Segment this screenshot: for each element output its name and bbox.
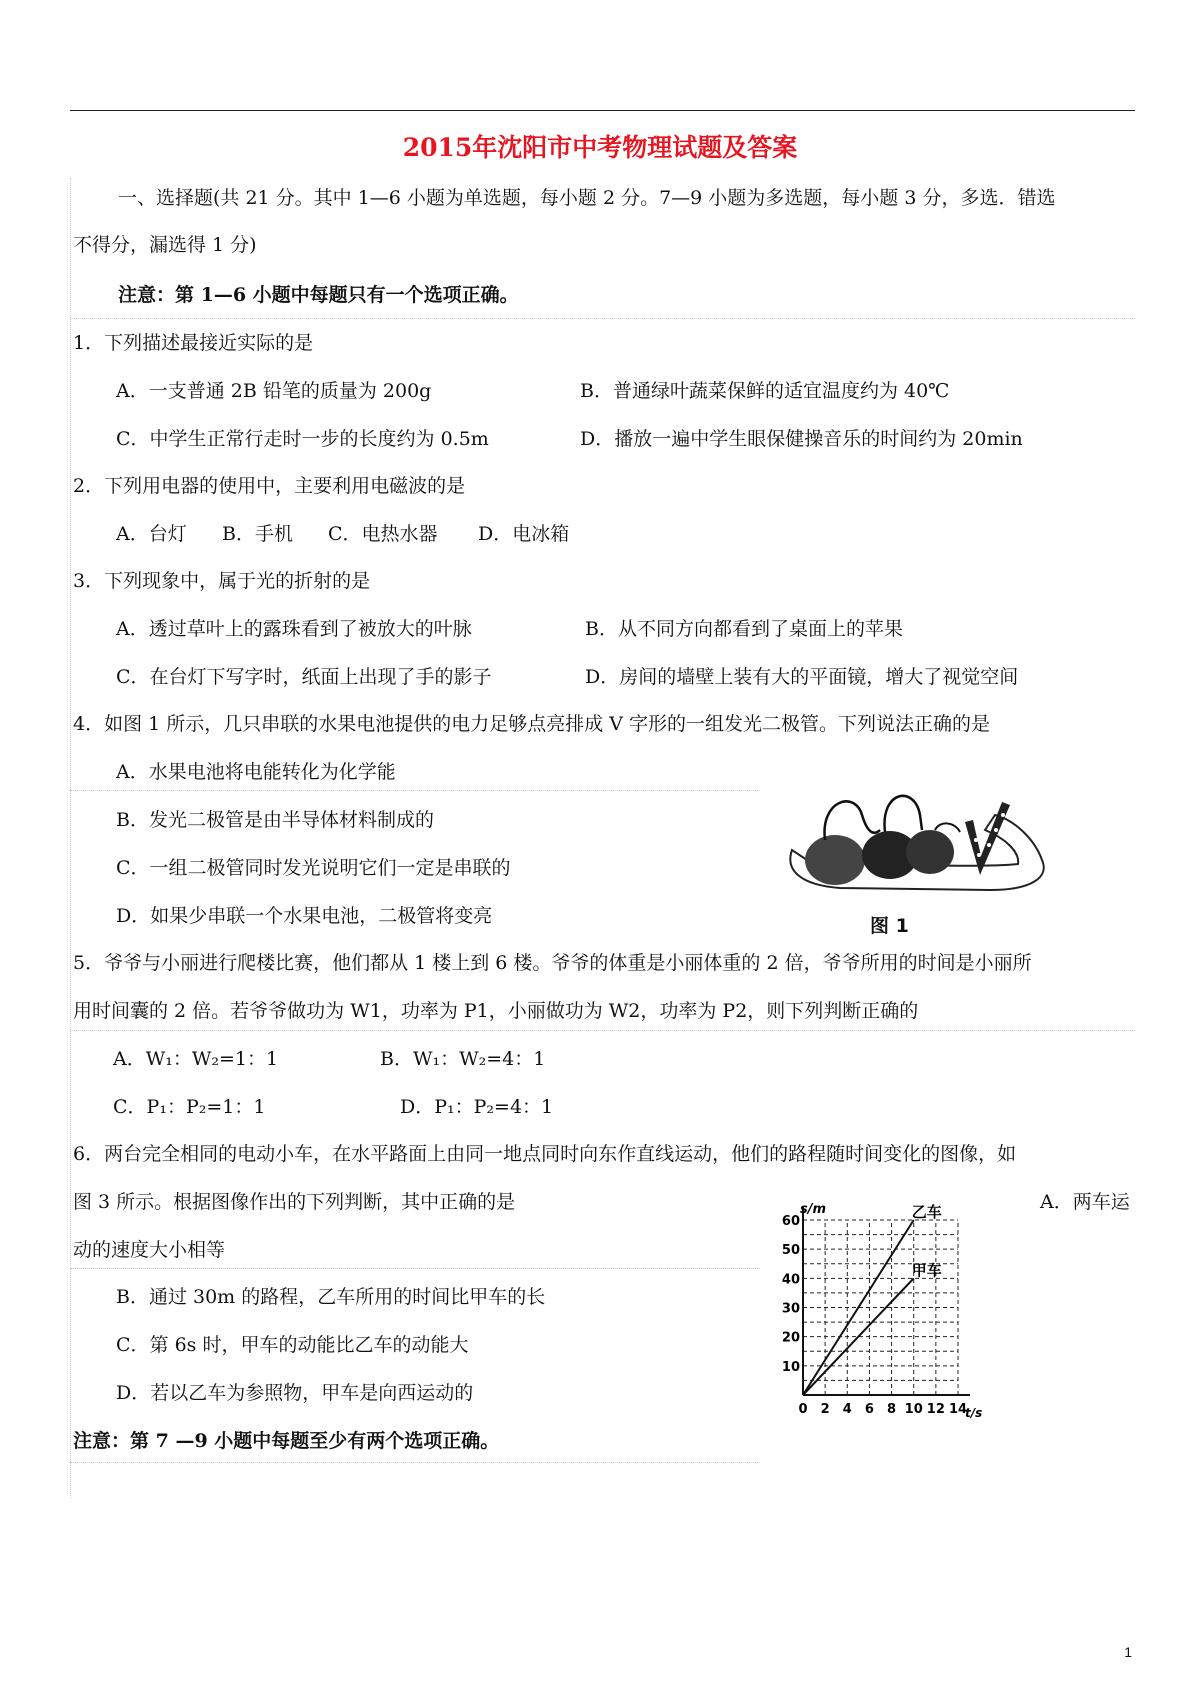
chart-grid xyxy=(803,1220,958,1395)
q2-option-a: A．台灯 xyxy=(116,523,187,545)
q6-option-c: C．第 6s 时，甲车的动能比乙车的动能大 xyxy=(116,1334,469,1356)
q1-option-c: C．中学生正常行走时一步的长度约为 0.5m xyxy=(116,428,489,450)
series-label-2: 甲车 xyxy=(911,1261,942,1280)
fruit-3 xyxy=(906,830,954,874)
y-tick-label: 10 xyxy=(781,1359,800,1375)
x-tick-label: 2 xyxy=(820,1402,830,1417)
q4-option-a: A．水果电池将电能转化为化学能 xyxy=(116,761,396,783)
q5-stem: 5．爷爷与小丽进行爬楼比赛，他们都从 1 楼上到 6 楼。爷爷的体重是小丽体重的 2 倍，爷爷所用的时间是小丽所 xyxy=(73,952,1032,974)
q4-stem: 4．如图 1 所示，几只串联的水果电池提供的电力足够点亮排成 V 字形的一组发光二极管。下列说法正确的是 xyxy=(73,713,991,735)
q1-option-d: D．播放一遍中学生眼保健操音乐的时间约为 20min xyxy=(580,428,1023,450)
q4-option-d: D．如果少串联一个水果电池，二极管将变亮 xyxy=(116,905,493,927)
q3-option-a: A．透过草叶上的露珠看到了被放大的叶脉 xyxy=(116,618,472,640)
row-divider xyxy=(70,1462,760,1463)
x-tick-label: 4 xyxy=(842,1402,852,1417)
x-axis-label: t/s xyxy=(965,1406,983,1420)
row-divider xyxy=(70,790,760,791)
x-tick-label: 12 xyxy=(926,1402,945,1417)
x-tick-label: 8 xyxy=(887,1402,897,1417)
q6-option-b: B．通过 30m 的路程，乙车所用的时间比甲车的长 xyxy=(116,1286,546,1308)
y-tick-label: 20 xyxy=(781,1330,800,1346)
note-single-choice: 注意：第 1—6 小题中每题只有一个选项正确。 xyxy=(118,284,519,306)
q1-stem: 1．下列描述最接近实际的是 xyxy=(73,332,314,354)
x-tick-label: 0 xyxy=(798,1402,808,1417)
q5-option-b: B．W₁：W₂=4：1 xyxy=(380,1048,546,1070)
q3-stem: 3．下列现象中，属于光的折射的是 xyxy=(73,570,371,592)
fruit-battery-figure xyxy=(780,760,1055,935)
y-tick-label: 40 xyxy=(781,1272,800,1288)
margin-guide xyxy=(70,178,71,1498)
q6-option-a-cont: 动的速度大小相等 xyxy=(73,1239,226,1261)
wire-3 xyxy=(935,823,960,832)
y-tick-label: 60 xyxy=(781,1214,800,1229)
x-tick-label: 14 xyxy=(948,1402,968,1417)
q2-option-d: D．电冰箱 xyxy=(478,523,570,545)
x-tick-label: 6 xyxy=(864,1402,874,1417)
y-tick-label: 50 xyxy=(781,1243,800,1259)
row-divider xyxy=(70,318,1135,319)
q3-option-c: C．在台灯下写字时，纸面上出现了手的影子 xyxy=(116,666,492,688)
q1-option-b: B．普通绿叶蔬菜保鲜的适宜温度约为 40℃ xyxy=(580,380,950,402)
section-heading: 一、选择题(共 21 分。其中 1—6 小题为单选题，每小题 2 分。7—9 小题为多选题，每小题 3 分，多选．错选 xyxy=(118,187,1056,209)
q2-option-c: C．电热水器 xyxy=(328,523,438,545)
q6-option-a: A．两车运 xyxy=(1040,1191,1130,1213)
q2-option-b: B．手机 xyxy=(222,523,293,545)
distance-time-chart xyxy=(770,1195,985,1425)
wire-2 xyxy=(885,796,922,832)
series-label-1: 乙车 xyxy=(911,1203,942,1221)
fruit-1 xyxy=(805,835,865,885)
y-axis-label: s/m xyxy=(800,1202,827,1217)
q6-stem: 6．两台完全相同的电动小车，在水平路面上由同一地点同时向东作直线运动，他们的路程随时间变化的图像，如 xyxy=(73,1143,1017,1165)
note-multi-choice: 注意：第 7 —9 小题中每题至少有两个选项正确。 xyxy=(73,1430,500,1452)
q3-option-b: B．从不同方向都看到了桌面上的苹果 xyxy=(585,618,903,640)
section-heading-cont: 不得分，漏选得 1 分) xyxy=(73,234,257,256)
q5-option-c: C．P₁：P₂=1：1 xyxy=(113,1096,266,1118)
q5-option-d: D．P₁：P₂=4：1 xyxy=(400,1096,554,1118)
q6-stem-cont: 图 3 所示。根据图像作出的下列判断，其中正确的是 xyxy=(73,1191,516,1213)
row-divider xyxy=(70,1268,760,1269)
page-title: 2015年沈阳市中考物理试题及答案 xyxy=(402,133,798,162)
q1-option-a: A．一支普通 2B 铅笔的质量为 200g xyxy=(116,380,432,402)
q3-option-d: D．房间的墙壁上装有大的平面镜，增大了视觉空间 xyxy=(585,666,1019,688)
chart-series xyxy=(803,1203,942,1395)
q2-stem: 2．下列用电器的使用中，主要利用电磁波的是 xyxy=(73,475,466,497)
figure-1-label: 图 1 xyxy=(870,915,909,935)
page-number: 1 xyxy=(1124,1644,1132,1660)
q4-option-b: B．发光二极管是由半导体材料制成的 xyxy=(116,809,434,831)
header-rule xyxy=(70,110,1135,111)
q5-option-a: A．W₁：W₂=1：1 xyxy=(113,1048,279,1070)
q5-stem-cont: 用时间囊的 2 倍。若爷爷做功为 W1，功率为 P1，小丽做功为 W2，功率为 P2，则下列判断正确的 xyxy=(73,1000,919,1022)
wire-1 xyxy=(825,801,880,840)
x-tick-label: 10 xyxy=(904,1402,923,1417)
row-divider xyxy=(70,1030,1135,1031)
q4-option-c: C．一组二极管同时发光说明它们一定是串联的 xyxy=(116,857,511,879)
q6-option-d: D．若以乙车为参照物，甲车是向西运动的 xyxy=(116,1382,474,1404)
y-tick-label: 30 xyxy=(781,1301,800,1317)
